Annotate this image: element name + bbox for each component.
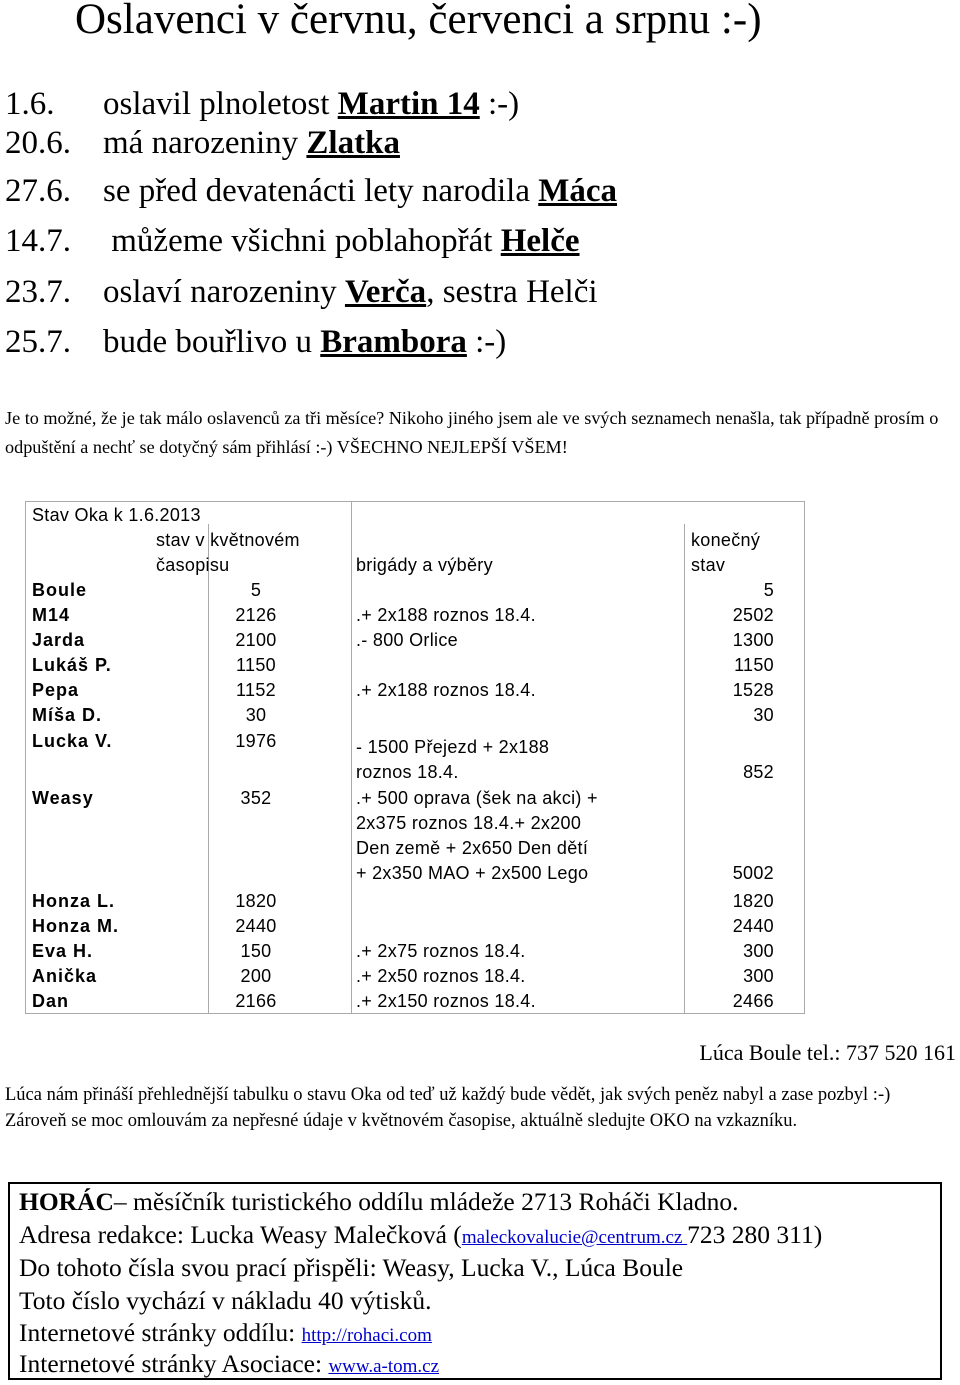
column-divider (684, 524, 685, 1014)
birthday-text: má narozeniny (103, 125, 307, 161)
row-final-value: 300 (743, 941, 774, 961)
birthday-item (5, 322, 506, 362)
birthday-name: Máca (538, 173, 618, 209)
row-jobs-text: .+ 500 oprava (šek na akci) + (356, 788, 598, 808)
row-jobs-text: 2x375 roznos 18.4.+ 2x200 (356, 813, 582, 833)
contact-line: Lúca Boule tel.: 737 520 161 (699, 1040, 956, 1065)
brand-description: – měsíčník turistického oddílu mládeže 2713 Roháči Kladno. (113, 1187, 739, 1216)
row-jobs-text: .+ 2x50 roznos 18.4. (356, 966, 526, 986)
note-text: Je to možné, že je tak málo oslavenců za tři měsíce? Nikoho jiného jsem ale ve svých seznamech nenašla, tak případně prosím o odpuštění a nechť se dotyčný sám přihlásí :-) VŠECHNO NEJLEPŠÍ VŠEM! (5, 408, 939, 457)
explanation-paragraph: Lúca nám přináší přehlednější tabulku o stavu Oka od teď už každý bude vědět, jak svých peněz nabyl a zase pozbyl :-) Zároveň se moc omlouvám za nepřesné údaje v květnovém časopise, aktuálně sledujte OKO na vzkazníku. (5, 1085, 891, 1131)
row-name: Jarda (32, 630, 86, 650)
row-magazine-value: 2126 (235, 605, 277, 625)
header-final-2: stav (691, 555, 726, 575)
address-label: Adresa redakce: Lucka Weasy Malečková ( (19, 1220, 462, 1249)
table-caption: Stav Oka k 1.6.2013 (32, 505, 201, 525)
row-final-value: 5 (763, 580, 774, 600)
row-name: Pepa (32, 680, 80, 700)
header-magazine-2: časopisu (156, 555, 230, 575)
row-jobs-text: roznos 18.4. (356, 762, 459, 782)
birthday-item (5, 171, 617, 211)
web-label: Internetové stránky oddílu: (19, 1318, 302, 1347)
web-link[interactable]: http://rohaci.com (301, 1325, 432, 1346)
assoc-link[interactable]: www.a-tom.cz (328, 1356, 440, 1377)
row-jobs-text: + 2x350 MAO + 2x500 Lego (356, 863, 589, 883)
row-name: Honza L. (32, 891, 115, 911)
birthday-date: 27.6. (5, 173, 71, 209)
row-final-value: 2440 (732, 916, 774, 936)
birthday-suffix: , sestra Helči (426, 274, 598, 310)
row-magazine-value: 30 (245, 705, 267, 725)
footer-print-run: Toto číslo vychází v nákladu 40 výtisků. (19, 1286, 432, 1315)
row-jobs-text: - 1500 Přejezd + 2x188 (356, 737, 550, 757)
footer-box (8, 1182, 942, 1380)
birthday-suffix: :-) (479, 86, 520, 122)
birthday-name: Martin 14 (337, 86, 480, 122)
row-magazine-value: 2440 (235, 916, 277, 936)
row-final-value: 2466 (732, 991, 774, 1011)
row-magazine-value: 2166 (235, 991, 277, 1011)
birthday-text: oslaví narozeniny (103, 274, 345, 310)
row-jobs-text: .+ 2x188 roznos 18.4. (356, 605, 536, 625)
row-final-value: 1300 (732, 630, 774, 650)
row-magazine-value: 200 (240, 966, 272, 986)
footer-contributors: Do tohoto čísla svou prací přispěli: Weasy, Lucka V., Lúca Boule (19, 1253, 684, 1282)
row-jobs-text: .+ 2x188 roznos 18.4. (356, 680, 536, 700)
birthday-date: 1.6. (5, 86, 55, 122)
birthday-name: Verča (344, 274, 427, 310)
column-divider (351, 502, 352, 1014)
brand-name: HORÁC (19, 1187, 114, 1216)
birthday-name: Zlatka (306, 125, 400, 161)
row-magazine-value: 1150 (236, 655, 276, 675)
row-magazine-value: 1820 (235, 891, 277, 911)
assoc-label: Internetové stránky Asociace: (19, 1349, 329, 1378)
birthday-text: můžeme všichni poblahopřát (103, 223, 501, 259)
birthday-text: se před devatenácti lety narodila (103, 173, 539, 209)
row-final-value: 1528 (732, 680, 774, 700)
row-magazine-value: 352 (240, 788, 272, 808)
birthday-text: oslavil plnoletost (103, 86, 338, 122)
header-jobs: brigády a výběry (356, 555, 493, 575)
row-jobs-text: .+ 2x150 roznos 18.4. (356, 991, 536, 1011)
row-final-value: 5002 (732, 863, 774, 883)
birthday-name: Helče (500, 223, 580, 259)
footer-address-line (19, 1220, 822, 1253)
row-jobs-text: .+ 2x75 roznos 18.4. (356, 941, 526, 961)
row-magazine-value: 5 (250, 580, 262, 600)
row-name: M14 (32, 605, 71, 625)
row-name: Boule (32, 580, 88, 600)
row-final-value: 30 (753, 705, 774, 725)
balance-table (25, 501, 805, 1014)
birthday-item (5, 84, 519, 124)
page-title: Oslavenci v červnu, červenci a srpnu :-) (75, 0, 762, 43)
row-jobs-text: Den země + 2x650 Den dětí (356, 838, 589, 858)
birthday-item (5, 123, 400, 163)
birthday-date: 20.6. (5, 125, 71, 161)
row-final-value: 2502 (732, 605, 774, 625)
birthday-date: 23.7. (5, 274, 71, 310)
row-final-value: 852 (743, 762, 774, 782)
birthday-date: 25.7. (5, 324, 71, 360)
header-final: konečný (691, 530, 761, 550)
row-final-value: 1820 (732, 891, 774, 911)
footer-assoc-line (19, 1349, 439, 1382)
row-final-value: 300 (743, 966, 774, 986)
footer-brand-line (19, 1187, 739, 1217)
birthday-text: bude bouřlivo u (103, 324, 321, 360)
row-name: Honza M. (32, 916, 119, 936)
row-name: Míša D. (32, 705, 103, 725)
row-name: Dan (32, 991, 70, 1011)
row-jobs-text: .- 800 Orlice (356, 630, 458, 650)
birthday-item (5, 221, 580, 261)
birthday-name: Brambora (320, 324, 467, 360)
phone-text: 723 280 311) (687, 1220, 823, 1249)
row-magazine-value: 2100 (235, 630, 277, 650)
birthday-date: 14.7. (5, 223, 71, 259)
row-name: Lucka V. (32, 731, 113, 751)
footer-web-line (19, 1318, 432, 1351)
birthday-item (5, 272, 598, 312)
row-magazine-value: 1976 (235, 731, 277, 751)
row-name: Anička (32, 966, 98, 986)
column-divider (208, 524, 209, 1014)
row-final-value: 1150 (734, 655, 774, 675)
row-magazine-value: 1152 (236, 680, 276, 700)
row-name: Weasy (32, 788, 94, 808)
row-magazine-value: 150 (240, 941, 272, 961)
row-name: Eva H. (32, 941, 94, 961)
email-link[interactable]: maleckovalucie@centrum.cz (461, 1227, 688, 1248)
row-name: Lukáš P. (32, 655, 112, 675)
header-magazine: stav v květnovém (156, 530, 300, 550)
birthday-suffix: :-) (466, 324, 507, 360)
